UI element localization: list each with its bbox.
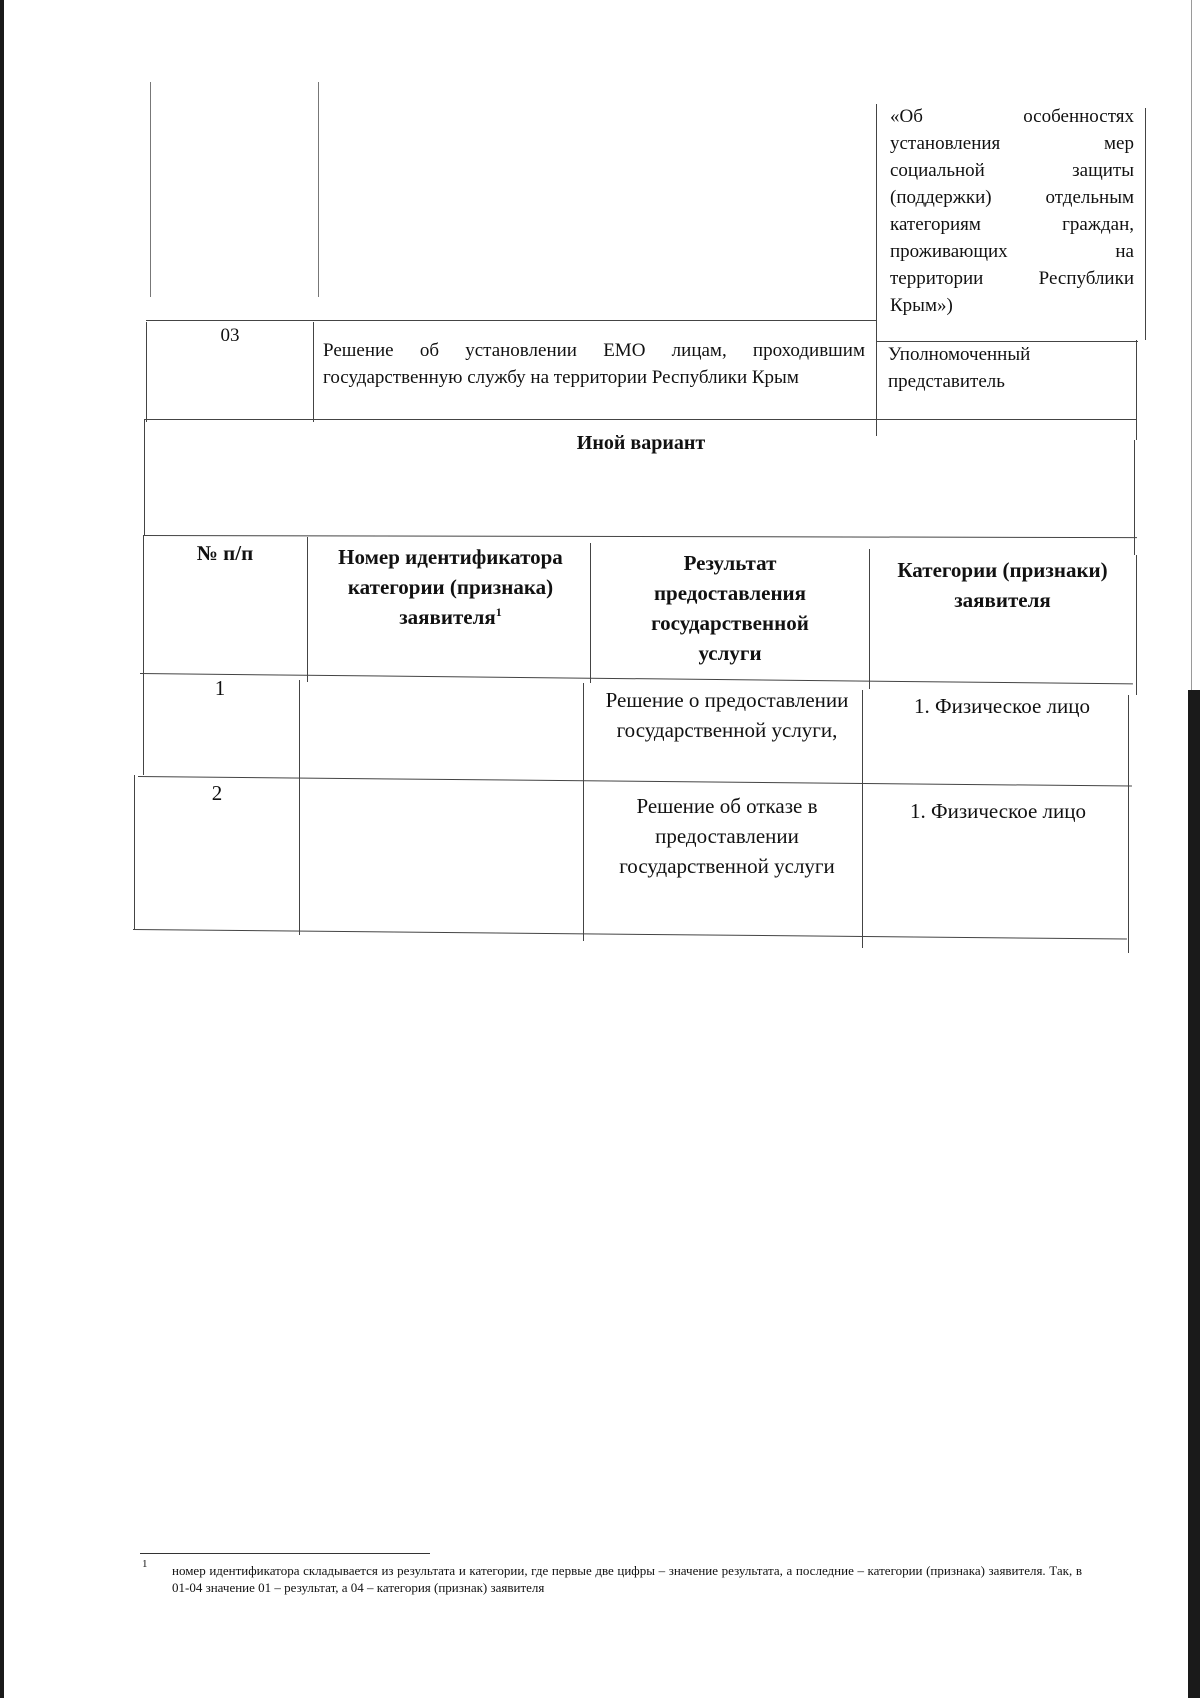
table-vline [307,537,308,682]
table-hline [144,419,1137,420]
table-vline [143,535,144,775]
header-num: № п/п [196,541,254,565]
table-vline [1128,695,1129,953]
table-vline [1136,555,1137,695]
table-vline [313,322,314,422]
row-result: Решение о предоставлении государственной услуги, [605,688,849,742]
continuation-line: проживающих на [890,241,1134,262]
row-result: Решение об отказе в предоставлении государственной услуги [619,794,835,878]
table-vline [583,683,584,941]
table-hline [146,320,876,321]
section-title: Иной вариант [576,432,706,454]
footnote-rule [140,1553,430,1554]
continuation-mark [150,82,151,297]
continuation-line: (поддержки) отдельным [890,187,1134,208]
header-category: Категории (признаки) заявителя [897,558,1108,612]
continuation-line: установления мер [890,133,1134,154]
row-code: 03 [220,325,240,346]
table-vline [876,104,877,436]
scan-edge-left [0,0,4,1698]
table-hline [133,929,1127,940]
table-vline [134,775,135,930]
continuation-mark [318,82,319,297]
row-applicant: Уполномоченный представитель [888,344,1031,392]
table-vline [144,420,145,535]
continuation-line: «Об особенностях [890,106,1134,127]
continuation-line: Крым») [890,295,953,316]
table-vline [1145,108,1146,340]
footnote-mark: 1 [495,605,502,619]
row-num: 1 [214,676,226,700]
row-category: 1. Физическое лицо [913,694,1090,718]
table-vline [1136,340,1137,440]
continuation-line: социальной защиты [890,160,1134,181]
footnote-text: номер идентификатора складывается из результата и категории, где первые две цифры – значение результата, а последние – категории (признака) заявителя. Так, в 01-04 значение 01 – результат, а 04 – категория (признак) заявителя [172,1563,1082,1595]
table-vline [869,549,870,689]
scan-edge-right [1188,690,1200,1698]
table-vline [862,690,863,948]
header-result: Результат предоставления государственной услуги [651,551,809,665]
continuation-line: категориям граждан, [890,214,1134,235]
footnote-number: 1 [142,1558,148,1570]
table-vline [590,543,591,683]
row-num: 2 [211,781,223,805]
row-result: Решение об установлении ЕМО лицам, проходившим государственную службу на территории Республики Крым [323,340,865,388]
table-vline [299,680,300,935]
table-vline [146,322,147,422]
continuation-line: территории Республики [890,268,1134,289]
header-identifier-text: Номер идентификатора категории (признака) заявителя [338,545,563,629]
row-category: 1. Физическое лицо [909,799,1086,823]
scan-edge-right-thin [1191,0,1192,690]
header-identifier [318,542,583,632]
